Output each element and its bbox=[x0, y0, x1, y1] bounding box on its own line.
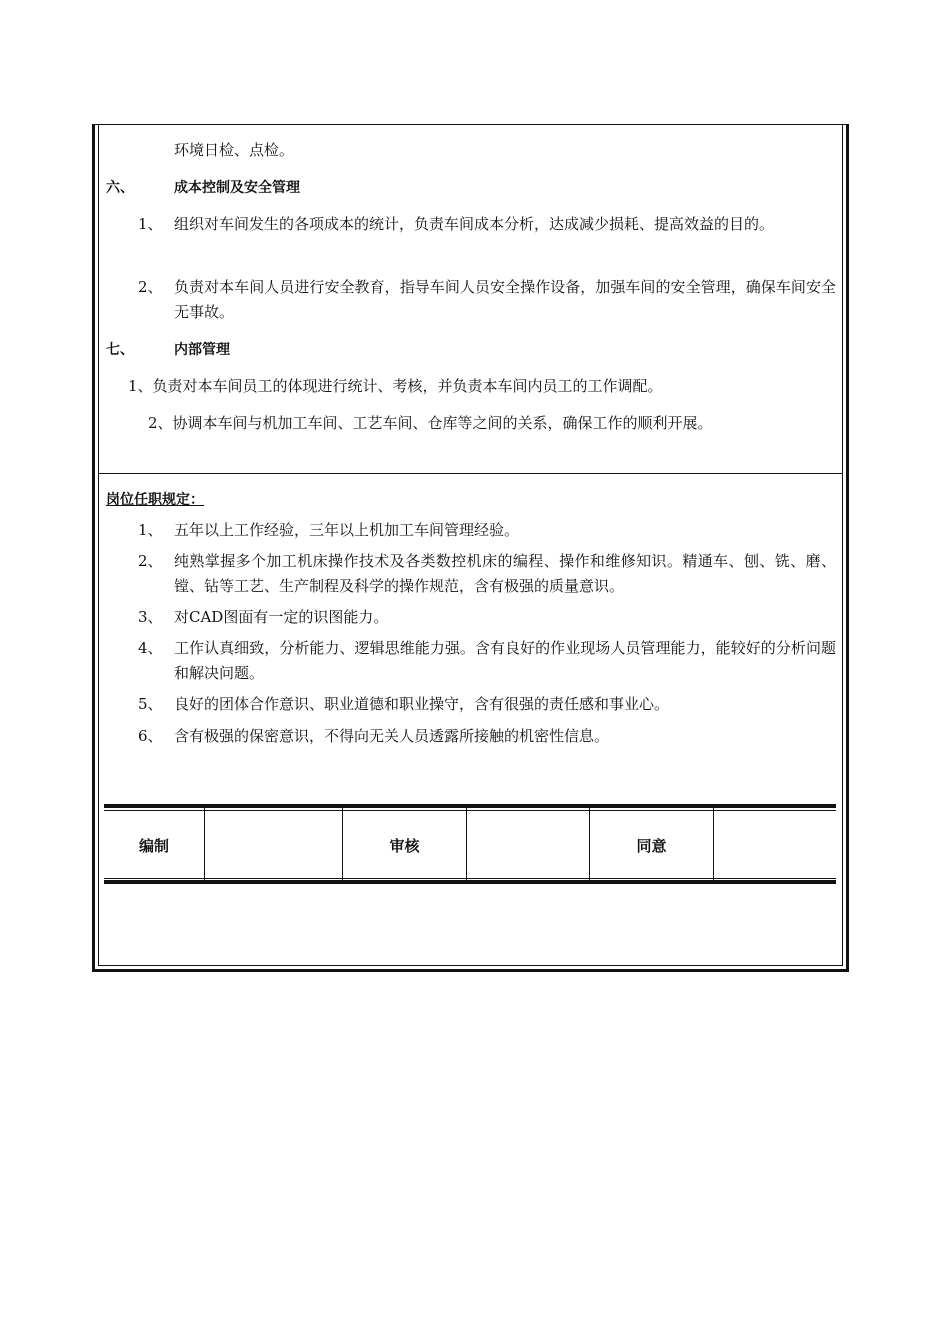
requirement-text: 良好的团体合作意识、职业道德和职业操守，含有很强的责任感和事业心。 bbox=[174, 695, 670, 713]
requirement-number: 3、 bbox=[138, 608, 163, 626]
section7-number: 七、 bbox=[106, 342, 134, 358]
requirement-number: 4、 bbox=[138, 639, 163, 657]
section6-item-number: 2、 bbox=[138, 278, 163, 296]
prepared-by-field[interactable] bbox=[205, 810, 342, 880]
requirement-text: 对CAD图面有一定的识图能力。 bbox=[174, 608, 389, 626]
duty-continuation: 环境日检、点检。 bbox=[174, 141, 295, 159]
section6-item-number: 1、 bbox=[138, 215, 163, 233]
requirement-number: 2、 bbox=[138, 552, 163, 570]
section7-title: 内部管理 bbox=[174, 342, 230, 358]
signoff-bottom-border bbox=[104, 880, 836, 884]
section-divider bbox=[98, 473, 843, 474]
requirement-text: 纯熟掌握多个加工机床操作技术及各类数控机床的编程、操作和维修知识。精通车、刨、铣、磨、镗、钻等工艺、生产制程及科学的操作规范，含有极强的质量意识。 bbox=[174, 552, 836, 595]
requirement-number: 6、 bbox=[138, 727, 163, 745]
approved-by-label: 同意 bbox=[636, 836, 667, 855]
reviewed-by-field[interactable] bbox=[467, 810, 589, 880]
reviewed-by-label: 审核 bbox=[389, 836, 420, 855]
approved-by-field[interactable] bbox=[714, 810, 836, 880]
requirement-text: 工作认真细致，分析能力、逻辑思维能力强。含有良好的作业现场人员管理能力，能较好的分析问题和解决问题。 bbox=[174, 639, 836, 682]
requirement-number: 5、 bbox=[138, 695, 163, 713]
requirement-text: 五年以上工作经验，三年以上机加工车间管理经验。 bbox=[174, 521, 520, 539]
section7-item: 2、协调本车间与机加工车间、工艺车间、仓库等之间的关系，确保工作的顺利开展。 bbox=[148, 414, 713, 432]
requirements-title: 岗位任职规定： bbox=[106, 492, 204, 508]
section6-item-text: 组织对车间发生的各项成本的统计，负责车间成本分析，达成减少损耗、提高效益的目的。 bbox=[174, 215, 775, 233]
requirement-text: 含有极强的保密意识，不得向无关人员透露所接触的机密性信息。 bbox=[174, 727, 610, 745]
signoff-top-border bbox=[104, 804, 836, 808]
section6-title: 成本控制及安全管理 bbox=[174, 180, 300, 196]
section6-number: 六、 bbox=[106, 180, 134, 196]
section6-item-text: 负责对本车间人员进行安全教育，指导车间人员安全操作设备，加强车间的安全管理，确保车间安全无事故。 bbox=[174, 278, 836, 321]
prepared-by-label: 编制 bbox=[138, 836, 169, 855]
section7-item: 1、负责对本车间员工的体现进行统计、考核，并负责本车间内员工的工作调配。 bbox=[128, 377, 663, 395]
requirement-number: 1、 bbox=[138, 521, 163, 539]
